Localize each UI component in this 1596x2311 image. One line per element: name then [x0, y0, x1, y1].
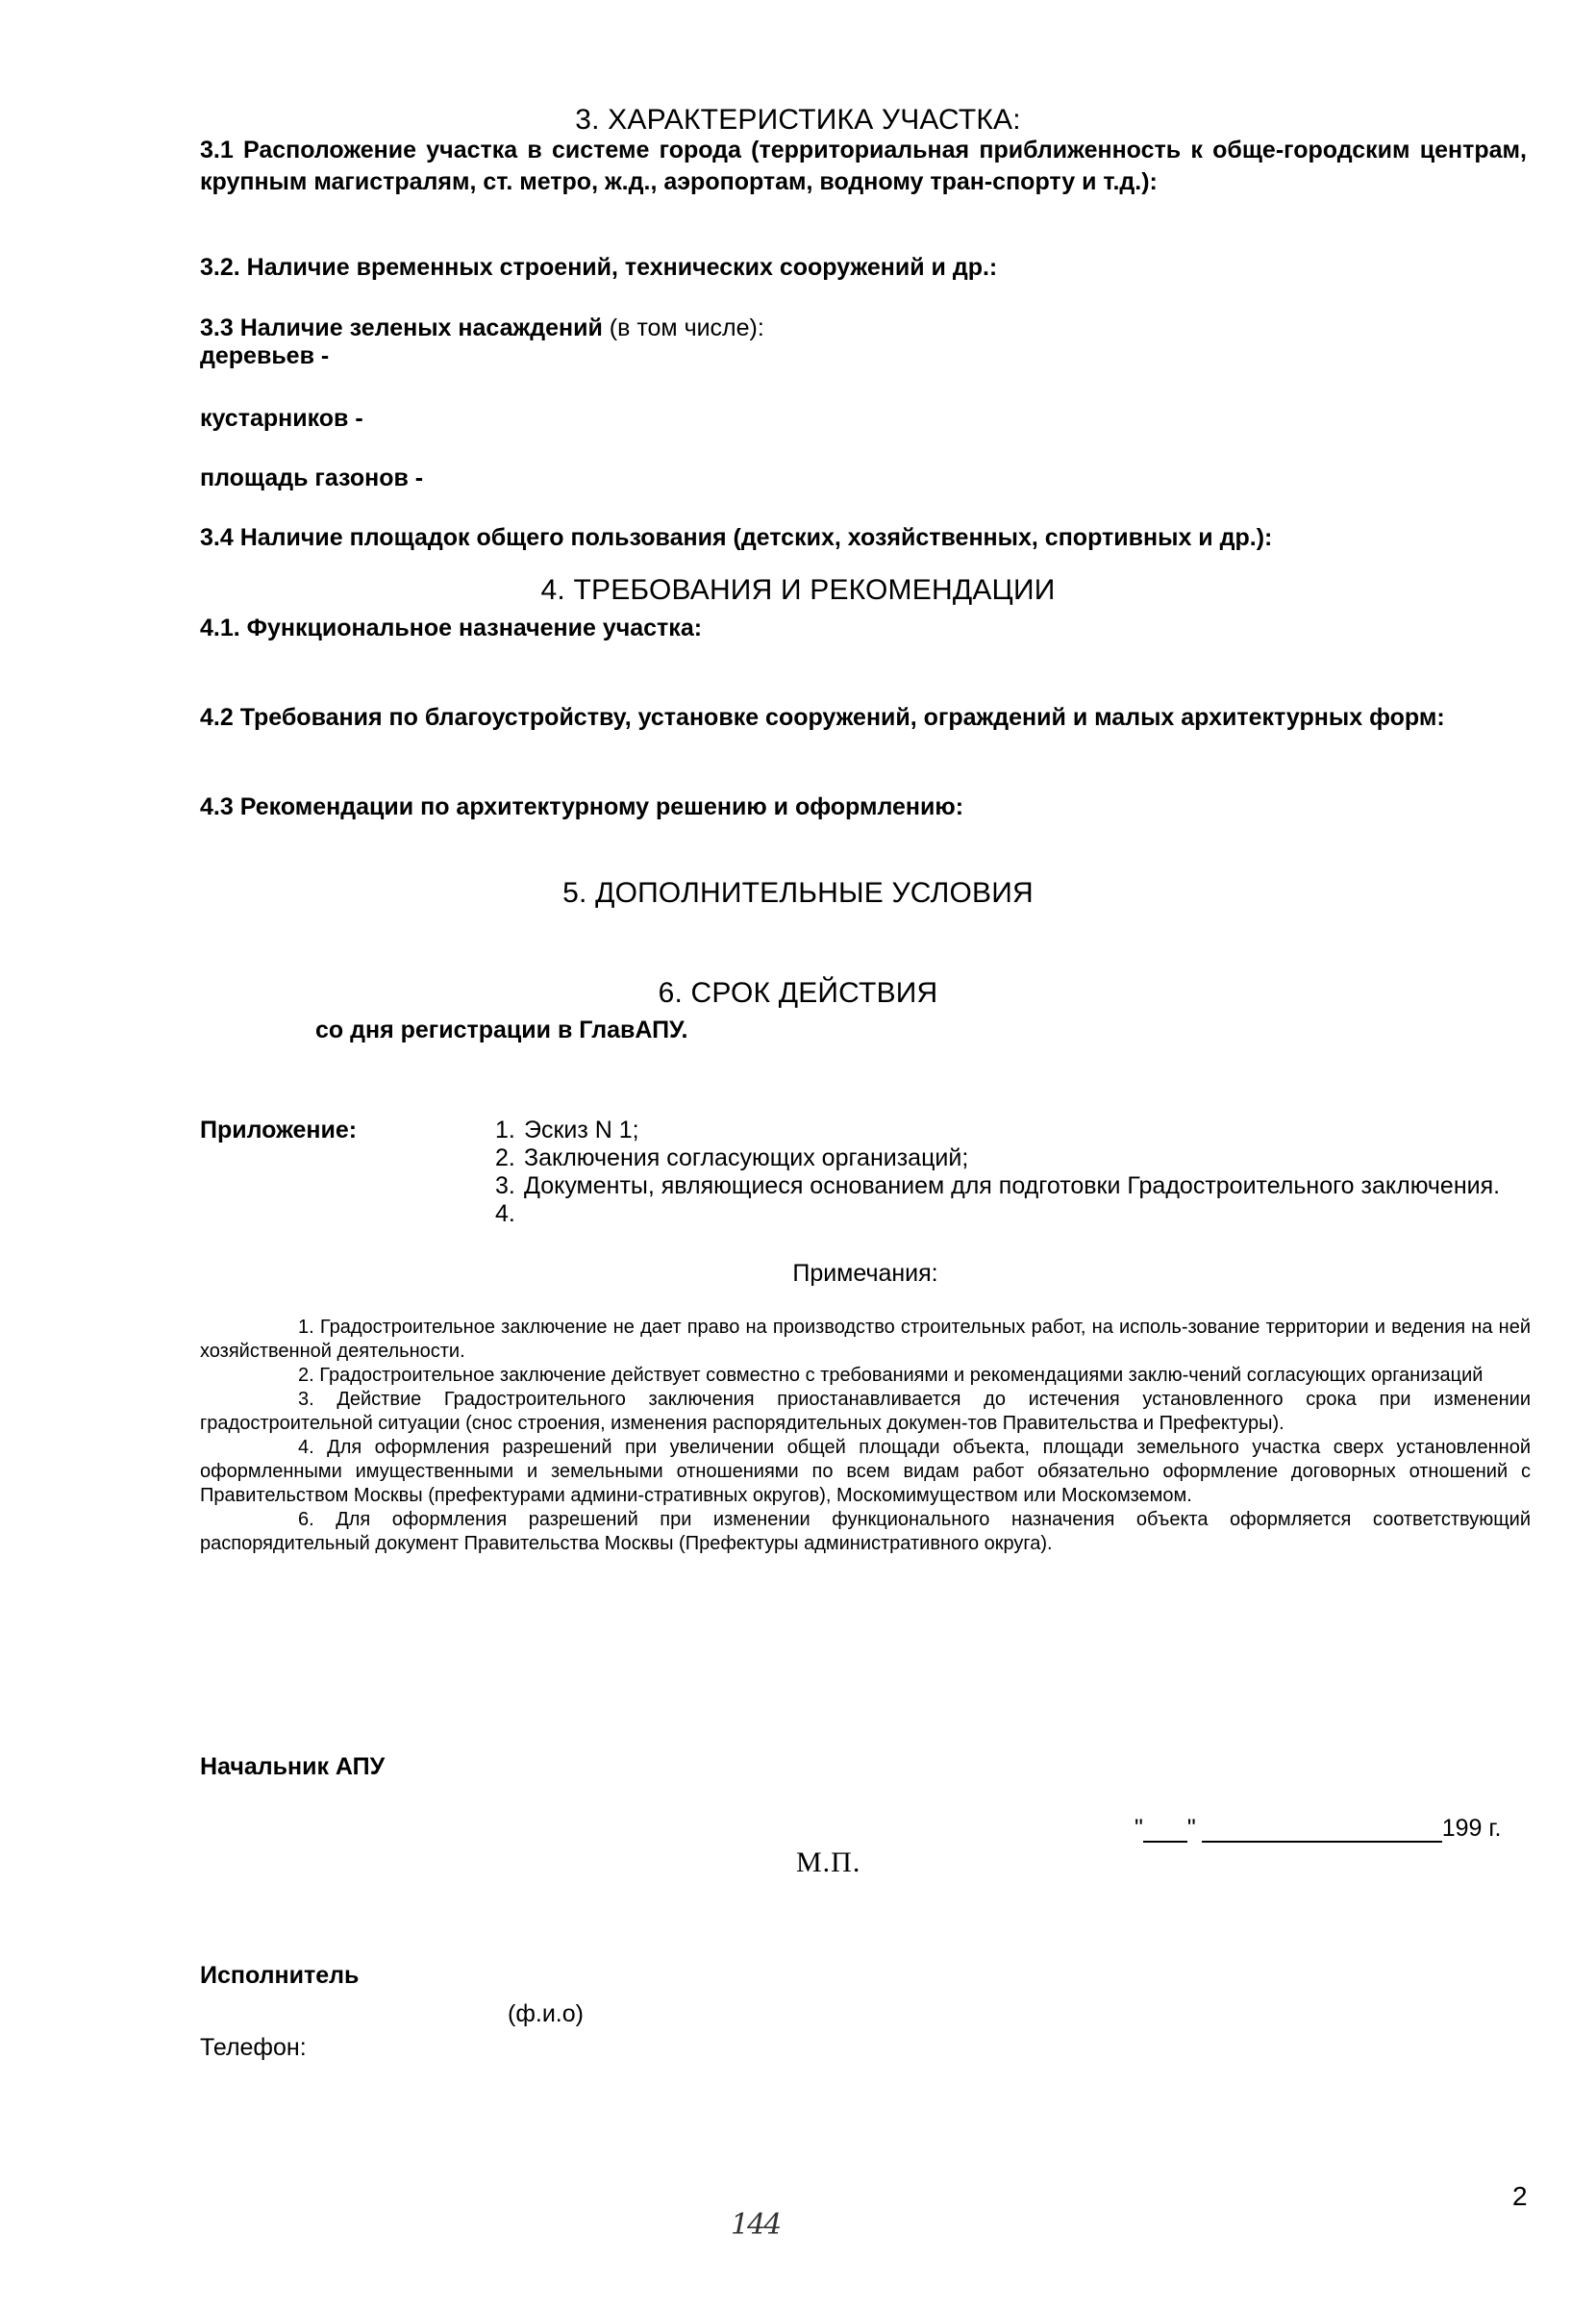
note-item: 2. Градостроительное заключение действует совместно с требованиями и рекомендациями заклю-чений согласующих организаций [298, 1365, 1484, 1386]
list-item-text: Заключения согласующих организаций; [524, 1144, 969, 1171]
shrubs-field: кустарников - [200, 405, 363, 432]
section-5-heading: 5. ДОПОЛНИТЕЛЬНЫЕ УСЛОВИЯ [562, 877, 1034, 909]
paragraph-3-3-bold: 3.3 Наличие зеленых насаждений [200, 314, 603, 341]
paragraph-4-2: 4.2 Требования по благоустройству, установке сооружений, ограждений и малых архитектурных форм: [200, 704, 1445, 731]
date-quote-open: " [1135, 1815, 1143, 1842]
lawns-field: площадь газонов - [200, 465, 424, 491]
note-item: 6. Для оформления разрешений при изменении функционального назначения объекта оформляется соответствующий распорядительный документ Правительства Москвы (Префектуры административного округа). [200, 1509, 1531, 1554]
appendix-list [495, 1117, 1534, 1228]
note-item: 4. Для оформления разрешений при увеличении общей площади объекта, площади земельного участка сверх установленной оформленными имущественными и земельными отношениями по всем видам работ обязательно оформление договорных отношений с Правительством Москвы (префектурами админи-стративных округов), Москомимуществом или Москомземом. [200, 1437, 1531, 1506]
list-item [495, 1144, 1534, 1172]
section-3-heading: 3. ХАРАКТЕРИСТИКА УЧАСТКА: [575, 104, 1021, 136]
trees-field: деревьев - [200, 342, 330, 369]
list-item-number: 3. [495, 1172, 515, 1199]
paragraph-4-3: 4.3 Рекомендации по архитектурному решению и оформлению: [200, 793, 964, 820]
date-day-blank [1143, 1820, 1187, 1843]
list-item-text: Эскиз N 1; [524, 1117, 639, 1143]
stamp-placeholder: М.П. [796, 1846, 861, 1878]
notes-title [0, 1260, 1596, 1288]
executor-label: Исполнитель [200, 1962, 360, 1989]
date-line [1135, 1815, 1501, 1843]
list-item-text: Документы, являющиеся основанием для подготовки Градостроительного заключения. [524, 1172, 1501, 1199]
page-number: 2 [1512, 2181, 1528, 2211]
list-item [495, 1172, 1534, 1200]
phone-label: Телефон: [200, 2034, 307, 2061]
validity-text: со дня регистрации в ГлавАПУ. [315, 1017, 688, 1043]
paragraph-3-4: 3.4 Наличие площадок общего пользования (детских, хозяйственных, спортивных и др.): [200, 524, 1273, 551]
section-4-heading: 4. ТРЕБОВАНИЯ И РЕКОМЕНДАЦИИ [540, 574, 1056, 606]
notes-title-text: Примечания: [792, 1260, 938, 1287]
date-year: 199 г. [1441, 1815, 1502, 1842]
paragraph-4-1: 4.1. Функциональное назначение участка: [200, 615, 703, 641]
appendix-label: Приложение: [200, 1117, 358, 1143]
list-item [495, 1200, 1534, 1228]
fio-label: (ф.и.о) [508, 2000, 584, 2027]
note-item: 3. Действие Градостроительного заключения приостанавливается до истечения установленного срока при изменении градостроительной ситуации (снос строения, изменения распорядительных докумен-тов Правительства и Префектуры). [200, 1389, 1531, 1434]
list-item-number: 4. [495, 1200, 515, 1227]
list-item-number: 2. [495, 1144, 515, 1171]
list-item [495, 1117, 1534, 1144]
handwritten-mark: 144 [731, 2208, 781, 2242]
date-quote-close: " [1186, 1815, 1196, 1842]
list-item-number: 1. [495, 1117, 515, 1143]
date-month-blank [1202, 1820, 1442, 1843]
head-label: Начальник АПУ [200, 1753, 386, 1780]
paragraph-3-3-normal: (в том числе): [602, 314, 764, 341]
note-item: 1. Градостроительное заключение не дает право на производство строительных работ, на исполь-зование территории и ведения на ней хозяйственной деятельности. [200, 1317, 1531, 1362]
paragraph-3-1: 3.1 Расположение участка в системе города (территориальная приближенность к обще-городским центрам, крупным магистралям, ст. метро, ж.д., аэропортам, водному тран-спорту и т.д.): [200, 137, 1527, 195]
paragraph-3-2: 3.2. Наличие временных строений, технических сооружений и др.: [200, 254, 998, 281]
section-6-heading: 6. СРОК ДЕЙСТВИЯ [658, 977, 938, 1009]
notes-list [200, 1316, 1531, 1556]
